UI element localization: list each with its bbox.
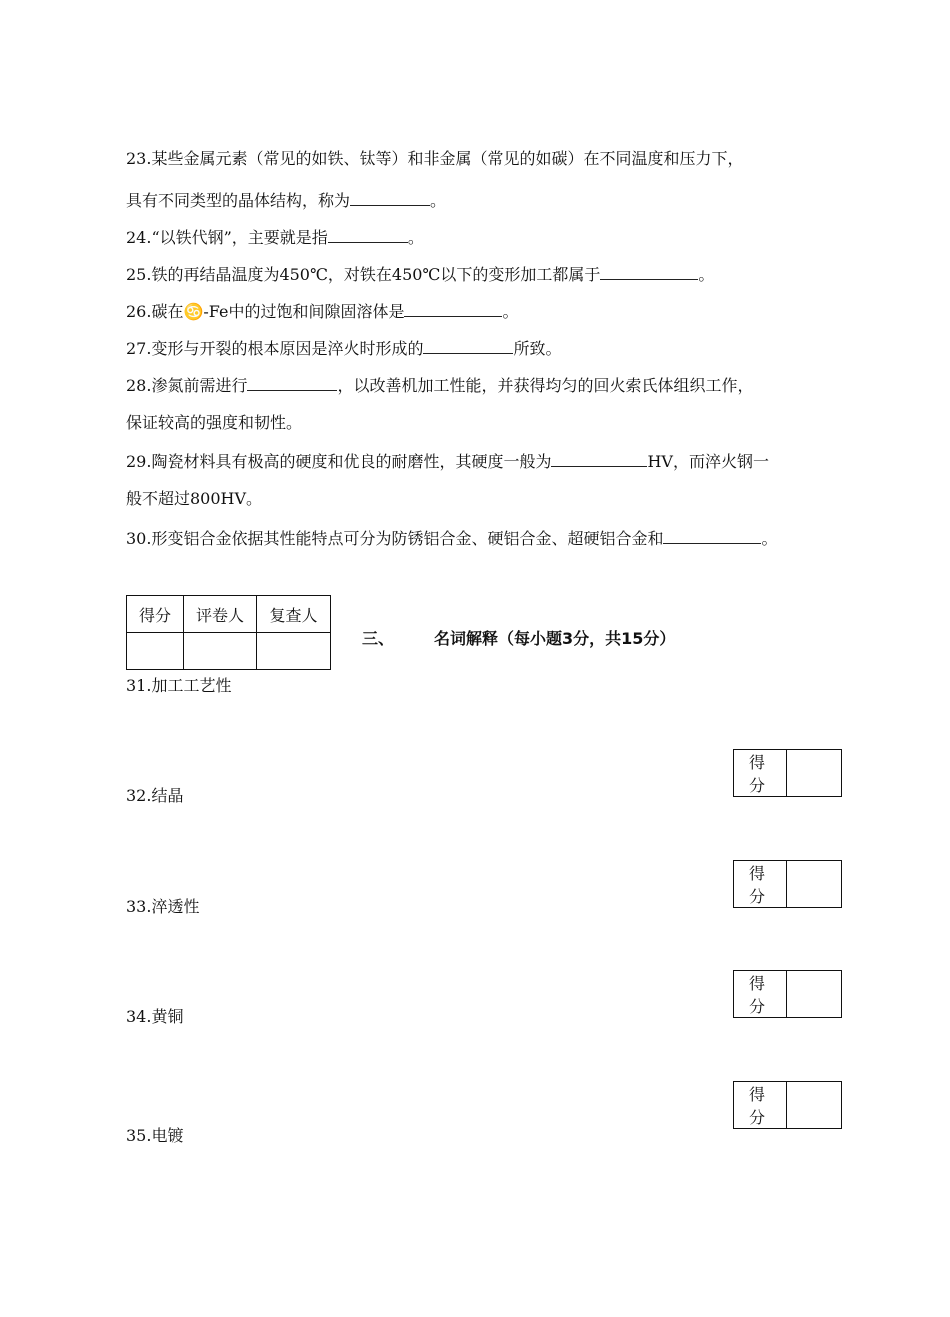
question-29-line2: 般不超过800HV。 — [126, 489, 263, 508]
mini-score-cell[interactable] — [787, 971, 842, 1018]
question-30: 30.形变铝合金依据其性能特点可分为防锈铝合金、硬铝合金、超硬铝合金和 。 — [126, 529, 778, 548]
score-table — [126, 595, 331, 670]
question-23-line1: 23.某些金属元素（常见的如铁、钛等）和非金属（常见的如碳）在不同温度和压力下， — [126, 149, 744, 168]
question-25: 25.铁的再结晶温度为450℃，对铁在450℃以下的变形加工都属于 。 — [126, 265, 715, 284]
question-28-line1: 28.渗氮前需进行 ，以改善机加工性能，并获得均匀的回火索氏体组织工作， — [126, 376, 754, 395]
reviewer-header: 复查人 — [257, 596, 331, 633]
mini-score-label: 得 分 — [734, 861, 787, 908]
grader-header: 评卷人 — [184, 596, 257, 633]
term-34: 34.黄铜 — [126, 1007, 184, 1026]
mini-score-box — [733, 749, 842, 797]
question-29-line1: 29.陶瓷材料具有极高的硬度和优良的耐磨性，其硬度一般为 HV，而淬火钢一 — [126, 452, 769, 471]
term-35: 35.电镀 — [126, 1126, 184, 1145]
answer-blank[interactable] — [600, 263, 698, 280]
answer-blank[interactable] — [350, 189, 430, 206]
mini-score-label: 得 分 — [734, 971, 787, 1018]
section-number: 三、 — [362, 629, 395, 648]
mini-score-cell[interactable] — [787, 861, 842, 908]
question-26: 26.碳在♋-Fe中的过饱和间隙固溶体是 。 — [126, 302, 519, 321]
reviewer-cell[interactable] — [257, 633, 331, 670]
answer-blank[interactable] — [328, 226, 408, 243]
question-24: 24.“以铁代钢”，主要就是指 。 — [126, 228, 424, 247]
mini-score-cell[interactable] — [787, 750, 842, 797]
mini-score-box — [733, 1081, 842, 1129]
term-33: 33.淬透性 — [126, 897, 200, 916]
term-31: 31.加工工艺性 — [126, 676, 232, 695]
mini-score-box — [733, 860, 842, 908]
question-27: 27.变形与开裂的根本原因是淬火时形成的 所致。 — [126, 339, 562, 358]
answer-blank[interactable] — [404, 300, 502, 317]
term-32: 32.结晶 — [126, 786, 184, 805]
mini-score-label: 得 分 — [734, 1082, 787, 1129]
answer-blank[interactable] — [663, 527, 761, 544]
question-23-line2: 具有不同类型的晶体结构，称为 。 — [126, 191, 447, 210]
mini-score-label: 得 分 — [734, 750, 787, 797]
score-header: 得分 — [127, 596, 184, 633]
question-28-line2: 保证较高的强度和韧性。 — [126, 413, 303, 432]
section-title: 名词解释（每小题3分，共15分） — [434, 629, 676, 648]
mini-score-box — [733, 970, 842, 1018]
score-cell[interactable] — [127, 633, 184, 670]
grader-cell[interactable] — [184, 633, 257, 670]
answer-blank[interactable] — [551, 450, 647, 467]
answer-blank[interactable] — [423, 337, 513, 354]
section-heading — [362, 626, 675, 649]
mini-score-cell[interactable] — [787, 1082, 842, 1129]
answer-blank[interactable] — [247, 374, 337, 391]
